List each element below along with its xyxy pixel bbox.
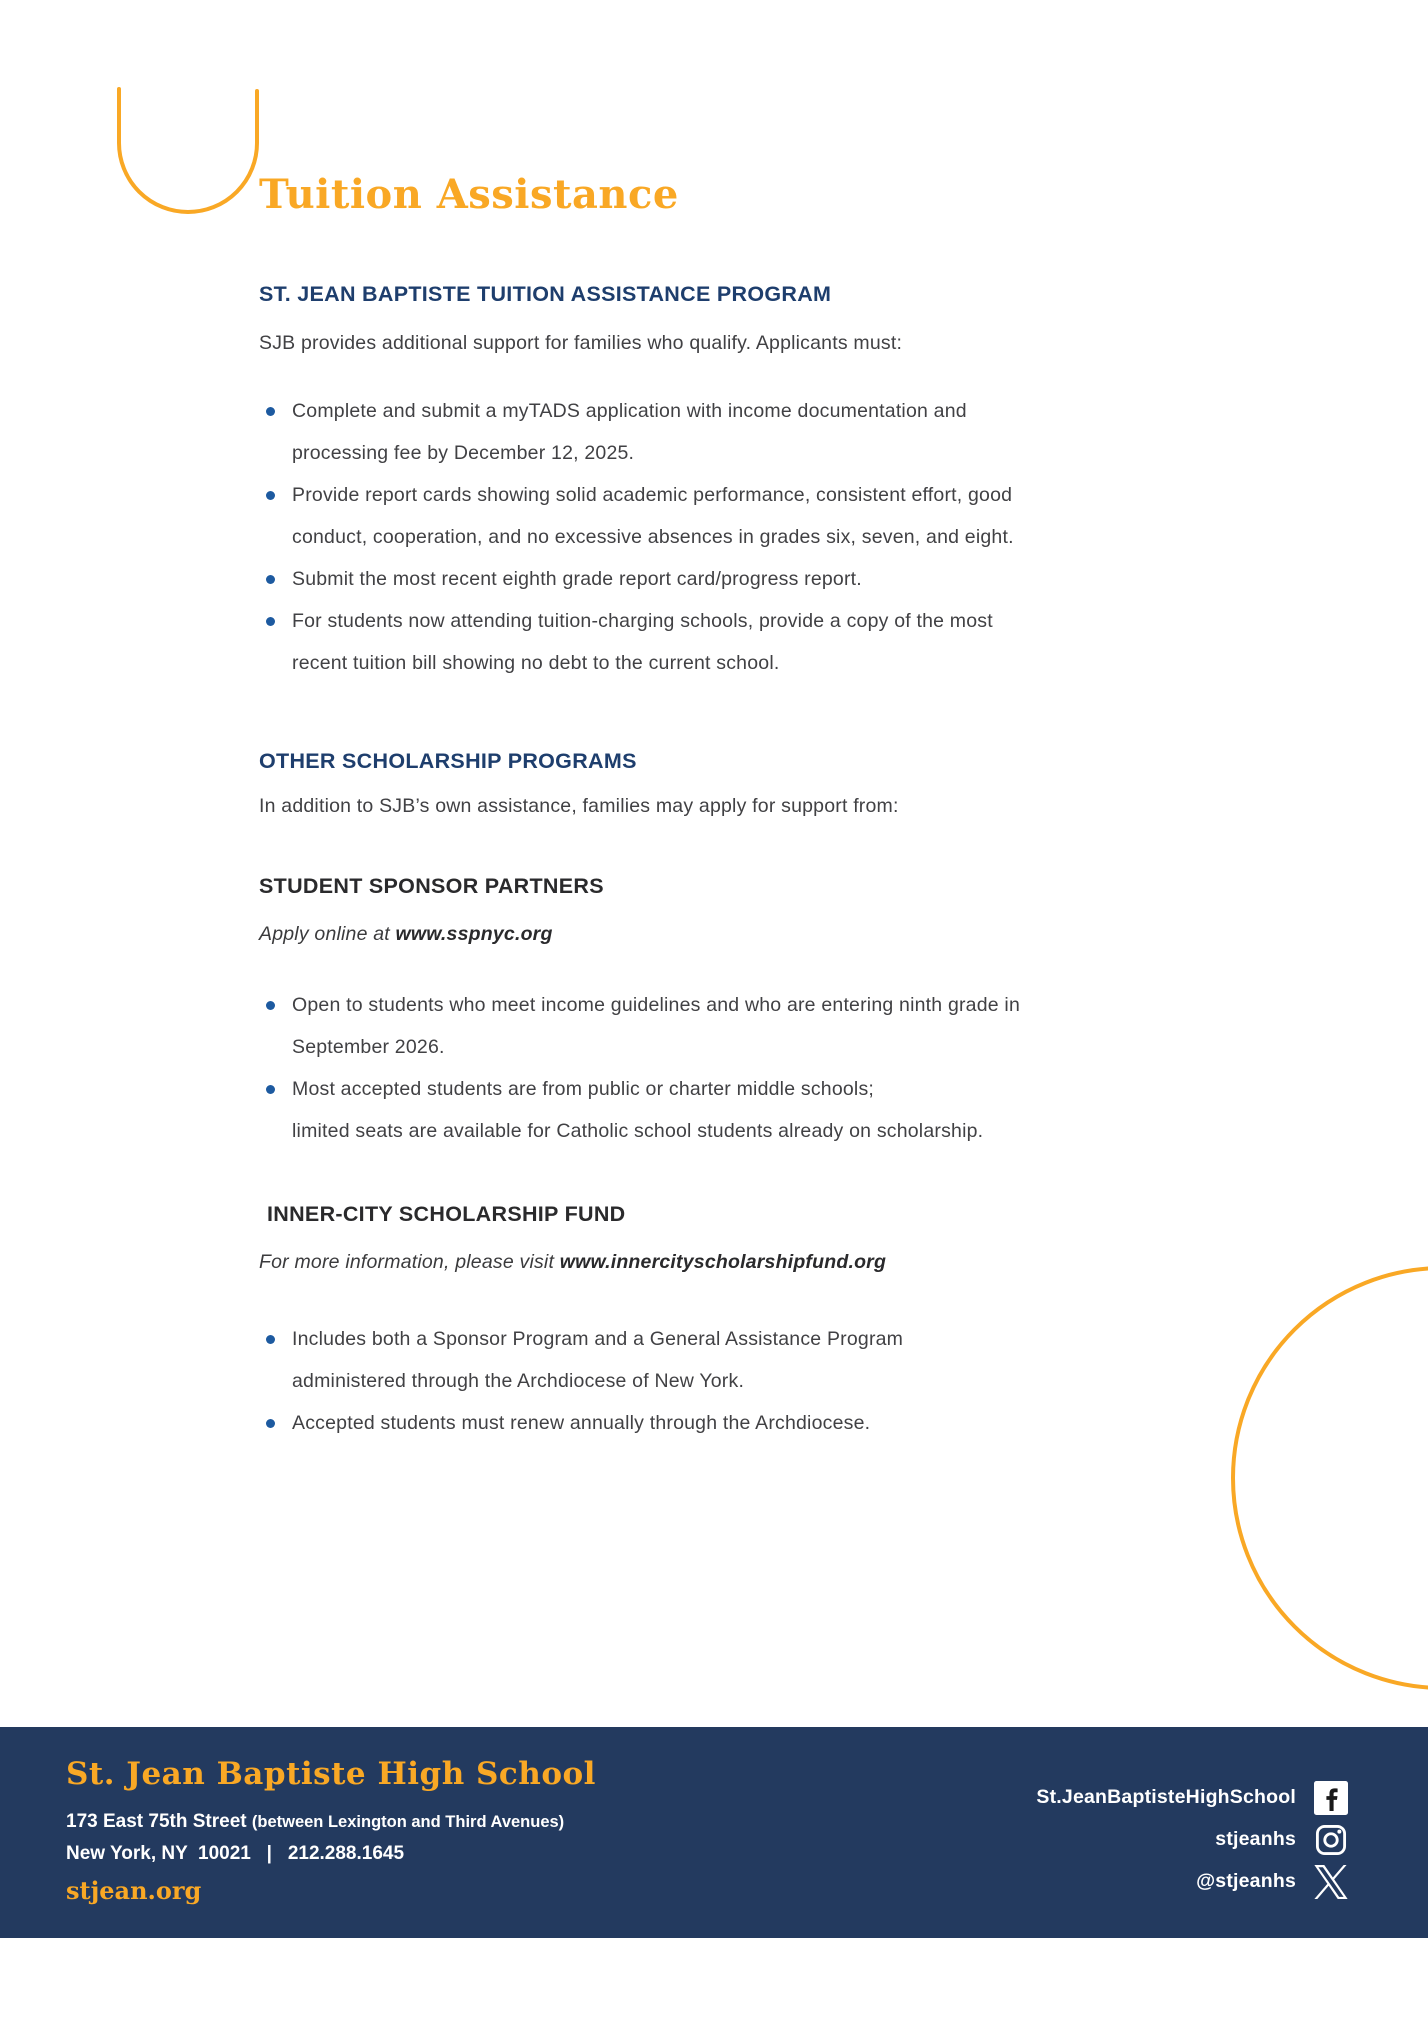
bullet-text: conduct, cooperation, and no excessive absences in grades six, seven, and eight. — [292, 526, 1014, 548]
ssp-apply-prefix: Apply online at — [259, 923, 396, 945]
list-item — [259, 1318, 1069, 1402]
bullet-dot — [266, 1001, 275, 1010]
ssp-heading: STUDENT SPONSOR PARTNERS — [259, 874, 604, 898]
bullet-text: Submit the most recent eighth grade report card/progress report. — [292, 568, 862, 590]
footer-social-block — [1036, 1779, 1348, 1900]
ssp-url-link[interactable]: www.sspnyc.org — [395, 923, 553, 945]
bullet-dot — [266, 407, 275, 416]
website-link[interactable]: stjean.org — [66, 1876, 202, 1905]
social-row-x-twitter[interactable] — [1196, 1863, 1348, 1900]
list-item — [259, 1068, 1069, 1152]
other-scholarships-intro: In addition to SJB’s own assistance, families may apply for support from: — [259, 795, 899, 817]
document-body — [259, 171, 1069, 1444]
list-item — [259, 600, 1069, 684]
sjb-requirements-list — [259, 390, 1069, 684]
social-row-facebook[interactable] — [1036, 1779, 1348, 1816]
sjb-program-heading: ST. JEAN BAPTISTE TUITION ASSISTANCE PROGRAM — [259, 282, 832, 306]
bullet-text: Most accepted students are from public or charter middle schools; — [292, 1078, 875, 1100]
ssp-apply-line — [259, 922, 1069, 946]
footer-bar — [0, 1727, 1428, 1938]
list-item — [259, 558, 1069, 600]
list-item — [259, 984, 1069, 1068]
other-scholarships-heading: OTHER SCHOLARSHIP PROGRAMS — [259, 749, 637, 773]
facebook-icon[interactable] — [1314, 1781, 1348, 1815]
bullet-text: September 2026. — [292, 1036, 445, 1058]
bullet-text: limited seats are available for Catholic school students already on scholarship. — [292, 1120, 984, 1142]
icsf-apply-prefix: For more information, please visit — [259, 1251, 560, 1273]
bullet-text: Provide report cards showing solid academic performance, consistent effort, good — [292, 484, 1013, 506]
address-note: (between Lexington and Third Avenues) — [251, 1813, 565, 1831]
list-item — [259, 474, 1069, 558]
instagram-handle[interactable]: stjeanhs — [1215, 1828, 1296, 1850]
ssp-details-list — [259, 984, 1069, 1152]
footer-contact-block — [66, 1757, 596, 1905]
sjb-program-intro: SJB provides additional support for families who qualify. Applicants must: — [259, 332, 903, 354]
facebook-handle[interactable]: St.JeanBaptisteHighSchool — [1036, 1786, 1296, 1808]
top-left-circle-decoration — [115, 85, 263, 219]
icsf-url-link[interactable]: www.innercityscholarshipfund.org — [559, 1251, 887, 1273]
bullet-text: administered through the Archdiocese of New York. — [292, 1370, 745, 1392]
list-item — [259, 1402, 1069, 1444]
bullet-dot — [266, 491, 275, 500]
icsf-heading: INNER-CITY SCHOLARSHIP FUND — [267, 1202, 626, 1226]
bullet-dot — [266, 617, 275, 626]
bullet-dot — [266, 575, 275, 584]
school-name: St. Jean Baptiste High School — [66, 1756, 596, 1792]
social-row-instagram[interactable] — [1215, 1821, 1348, 1858]
icsf-details-list — [259, 1318, 1069, 1444]
bullet-text: processing fee by December 12, 2025. — [292, 442, 635, 464]
bullet-text: Includes both a Sponsor Program and a General Assistance Program — [292, 1328, 904, 1350]
address-line-2: New York, NY 10021 | 212.288.1645 — [66, 1843, 405, 1864]
list-item — [259, 390, 1069, 474]
icsf-apply-line — [259, 1250, 1069, 1274]
right-circle-decoration — [1229, 1264, 1428, 1692]
bullet-dot — [266, 1335, 275, 1344]
bullet-text: recent tuition bill showing no debt to the current school. — [292, 652, 780, 674]
bullet-dot — [266, 1085, 275, 1094]
x-twitter-handle[interactable]: @stjeanhs — [1196, 1870, 1296, 1892]
bullet-dot — [266, 1419, 275, 1428]
instagram-icon[interactable] — [1314, 1823, 1348, 1857]
x-twitter-icon[interactable] — [1314, 1865, 1348, 1899]
bullet-text: Accepted students must renew annually through the Archdiocese. — [292, 1412, 871, 1434]
address-line-1 — [66, 1811, 596, 1833]
bullet-text: Open to students who meet income guidelines and who are entering ninth grade in — [292, 994, 1021, 1016]
bullet-text: For students now attending tuition-charging schools, provide a copy of the most — [292, 610, 993, 632]
address-street: 173 East 75th Street — [66, 1811, 252, 1832]
page-title: Tuition Assistance — [259, 171, 679, 218]
bullet-text: Complete and submit a myTADS application with income documentation and — [292, 400, 967, 422]
